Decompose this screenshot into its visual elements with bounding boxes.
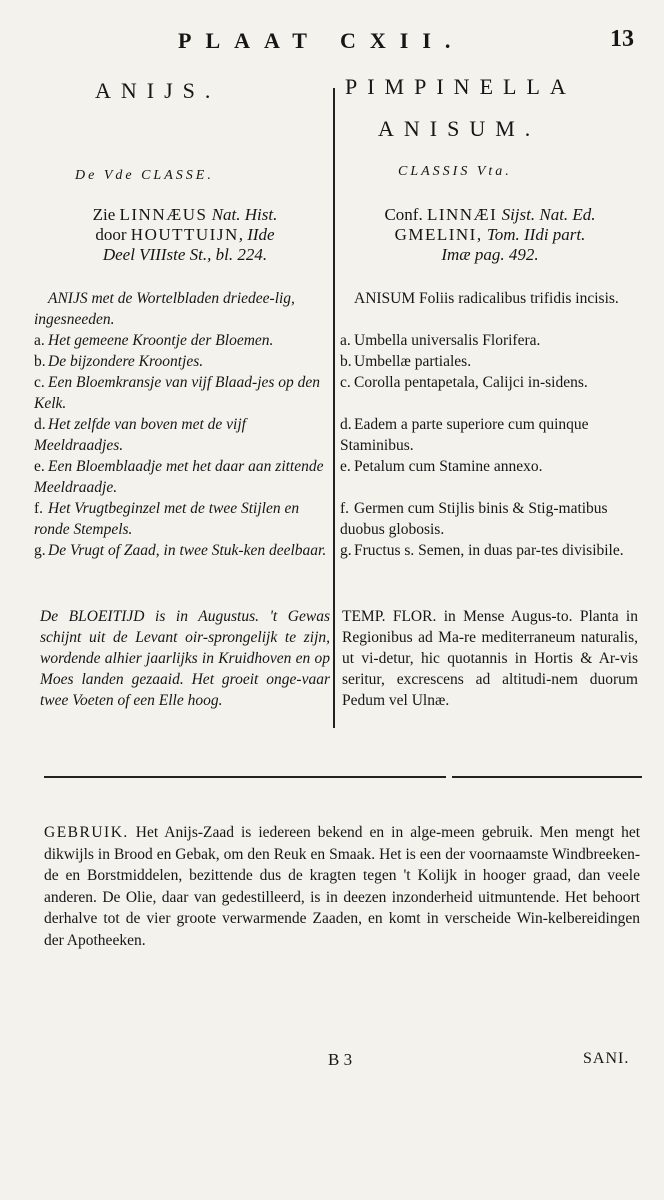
list-item: f. Germen cum Stijlis binis & Stig-matibus duobus globosis. bbox=[340, 500, 608, 538]
list-item: g. Fructus s. Semen, in duas par-tes divisibile. bbox=[340, 542, 624, 559]
left-class-line: De Vde CLASSE. bbox=[75, 168, 214, 183]
usage-text: Het Anijs-Zaad is iedereen bekend en in alge-meen gebruik. Men mengt het dikwijls in Brood en Gebak, om den Reuk en Smaak. Het is een der voornaamste Windbreeken-de en Borstmiddelen, bezittende dus de kragten tegen 't Kolijk in hooger graad, dan veele anderen. De Olie, daar van gedestilleerd, is in deezen inzonderheid uitmuntende. Het behoort derhalve tot de vier groote verwarmende Zaaden, en komt in verscheide Win-kelbereidingen der Apotheeken. bbox=[44, 824, 641, 949]
list-item: f. Het Vrugtbeginzel met de twee Stijlen en ronde Stempels. bbox=[34, 500, 300, 538]
list-item: c. Een Bloemkransje van vijf Blaad-jes op den Kelk. bbox=[34, 374, 321, 412]
list-item: c. Corolla pentapetala, Calijci in-sidens. bbox=[340, 374, 588, 391]
list-item: d. Eadem a parte superiore cum quinque Staminibus. bbox=[340, 416, 589, 454]
right-items bbox=[340, 288, 640, 582]
list-item: a. Het gemeene Kroontje der Bloemen. bbox=[34, 332, 274, 349]
ref-deel: Deel VIIIste St., bl. 224. bbox=[102, 245, 268, 264]
ref-gmelini: GMELINI, bbox=[394, 225, 483, 244]
column-divider bbox=[333, 88, 335, 728]
ref-houttuijn: HOUTTUIJN bbox=[130, 225, 239, 244]
ref-conf: Conf. bbox=[384, 205, 423, 224]
usage-lead: GEBRUIK. bbox=[44, 824, 129, 841]
list-item: e. Een Bloemblaadje met het daar aan zittende Meeldraadje. bbox=[34, 458, 324, 496]
list-item: ANIJS met de Wortelbladen driedee-lig, ingesneeden. bbox=[34, 290, 295, 328]
usage-paragraph bbox=[44, 822, 640, 951]
right-class-line: CLASSIS Vta. bbox=[398, 164, 512, 179]
signature-mark: B 3 bbox=[328, 1050, 353, 1069]
catchword: SANI. bbox=[583, 1050, 630, 1067]
list-item: d. Het zelfde van boven met de vijf Meeldraadjes. bbox=[34, 416, 246, 454]
left-reference bbox=[40, 205, 330, 265]
list-item: e. Petalum cum Stamine annexo. bbox=[340, 458, 543, 475]
ref-tom: Tom. IIdi part. bbox=[486, 225, 586, 244]
left-bloom-paragraph: De BLOEITIJD is in Augustus. 't Gewas schijnt uit de Levant oir-sprongelijk te zijn, wordende alhier jaarlijks in Kruidhoven en op Moes landen gezaaid. Het groeit onge-vaar twee Voeten of een Elle hoog. bbox=[40, 608, 330, 709]
right-reference bbox=[340, 205, 640, 265]
section-rule-left bbox=[44, 776, 446, 778]
right-bloom-paragraph: TEMP. FLOR. in Mense Augus-to. Planta in Regionibus ad Ma-re mediterraneum naturalis, ut vi-detur, hic quotannis in Hortis & Ar-vis seritur, excrescens ad altitudi-nem duorum Pedum vel Ulnæ. bbox=[342, 608, 638, 709]
left-items bbox=[34, 288, 330, 582]
right-column-title-line1: PIMPINELLA bbox=[345, 74, 576, 99]
ref-pag: Imæ pag. 492. bbox=[441, 245, 539, 264]
ref-nat-hist: Nat. Hist. bbox=[211, 205, 278, 224]
ref-door: door bbox=[95, 225, 127, 244]
ref-zie: Zie bbox=[92, 205, 116, 224]
plate-title: PLAAT CXII. bbox=[178, 28, 465, 53]
section-rule-right bbox=[452, 776, 642, 778]
ref-linnaeus: LINNÆUS bbox=[119, 205, 208, 224]
ref-linnaei: LINNÆI bbox=[426, 205, 498, 224]
ref-iide: , IIde bbox=[238, 225, 275, 244]
list-item: a. Umbella universalis Florifera. bbox=[340, 332, 541, 349]
list-item: b. De bijzondere Kroontjes. bbox=[34, 353, 204, 370]
list-item: g. De Vrugt of Zaad, in twee Stuk-ken deelbaar. bbox=[34, 542, 327, 559]
ref-sijst: Sijst. Nat. Ed. bbox=[501, 205, 596, 224]
list-item: b. Umbellæ partiales. bbox=[340, 353, 472, 370]
page-number: 13 bbox=[610, 26, 634, 52]
left-column-title: ANIJS. bbox=[95, 78, 221, 103]
list-item: ANISUM Foliis radicalibus trifidis incisis. bbox=[354, 290, 619, 307]
right-column-title-line2: ANISUM. bbox=[378, 116, 541, 141]
